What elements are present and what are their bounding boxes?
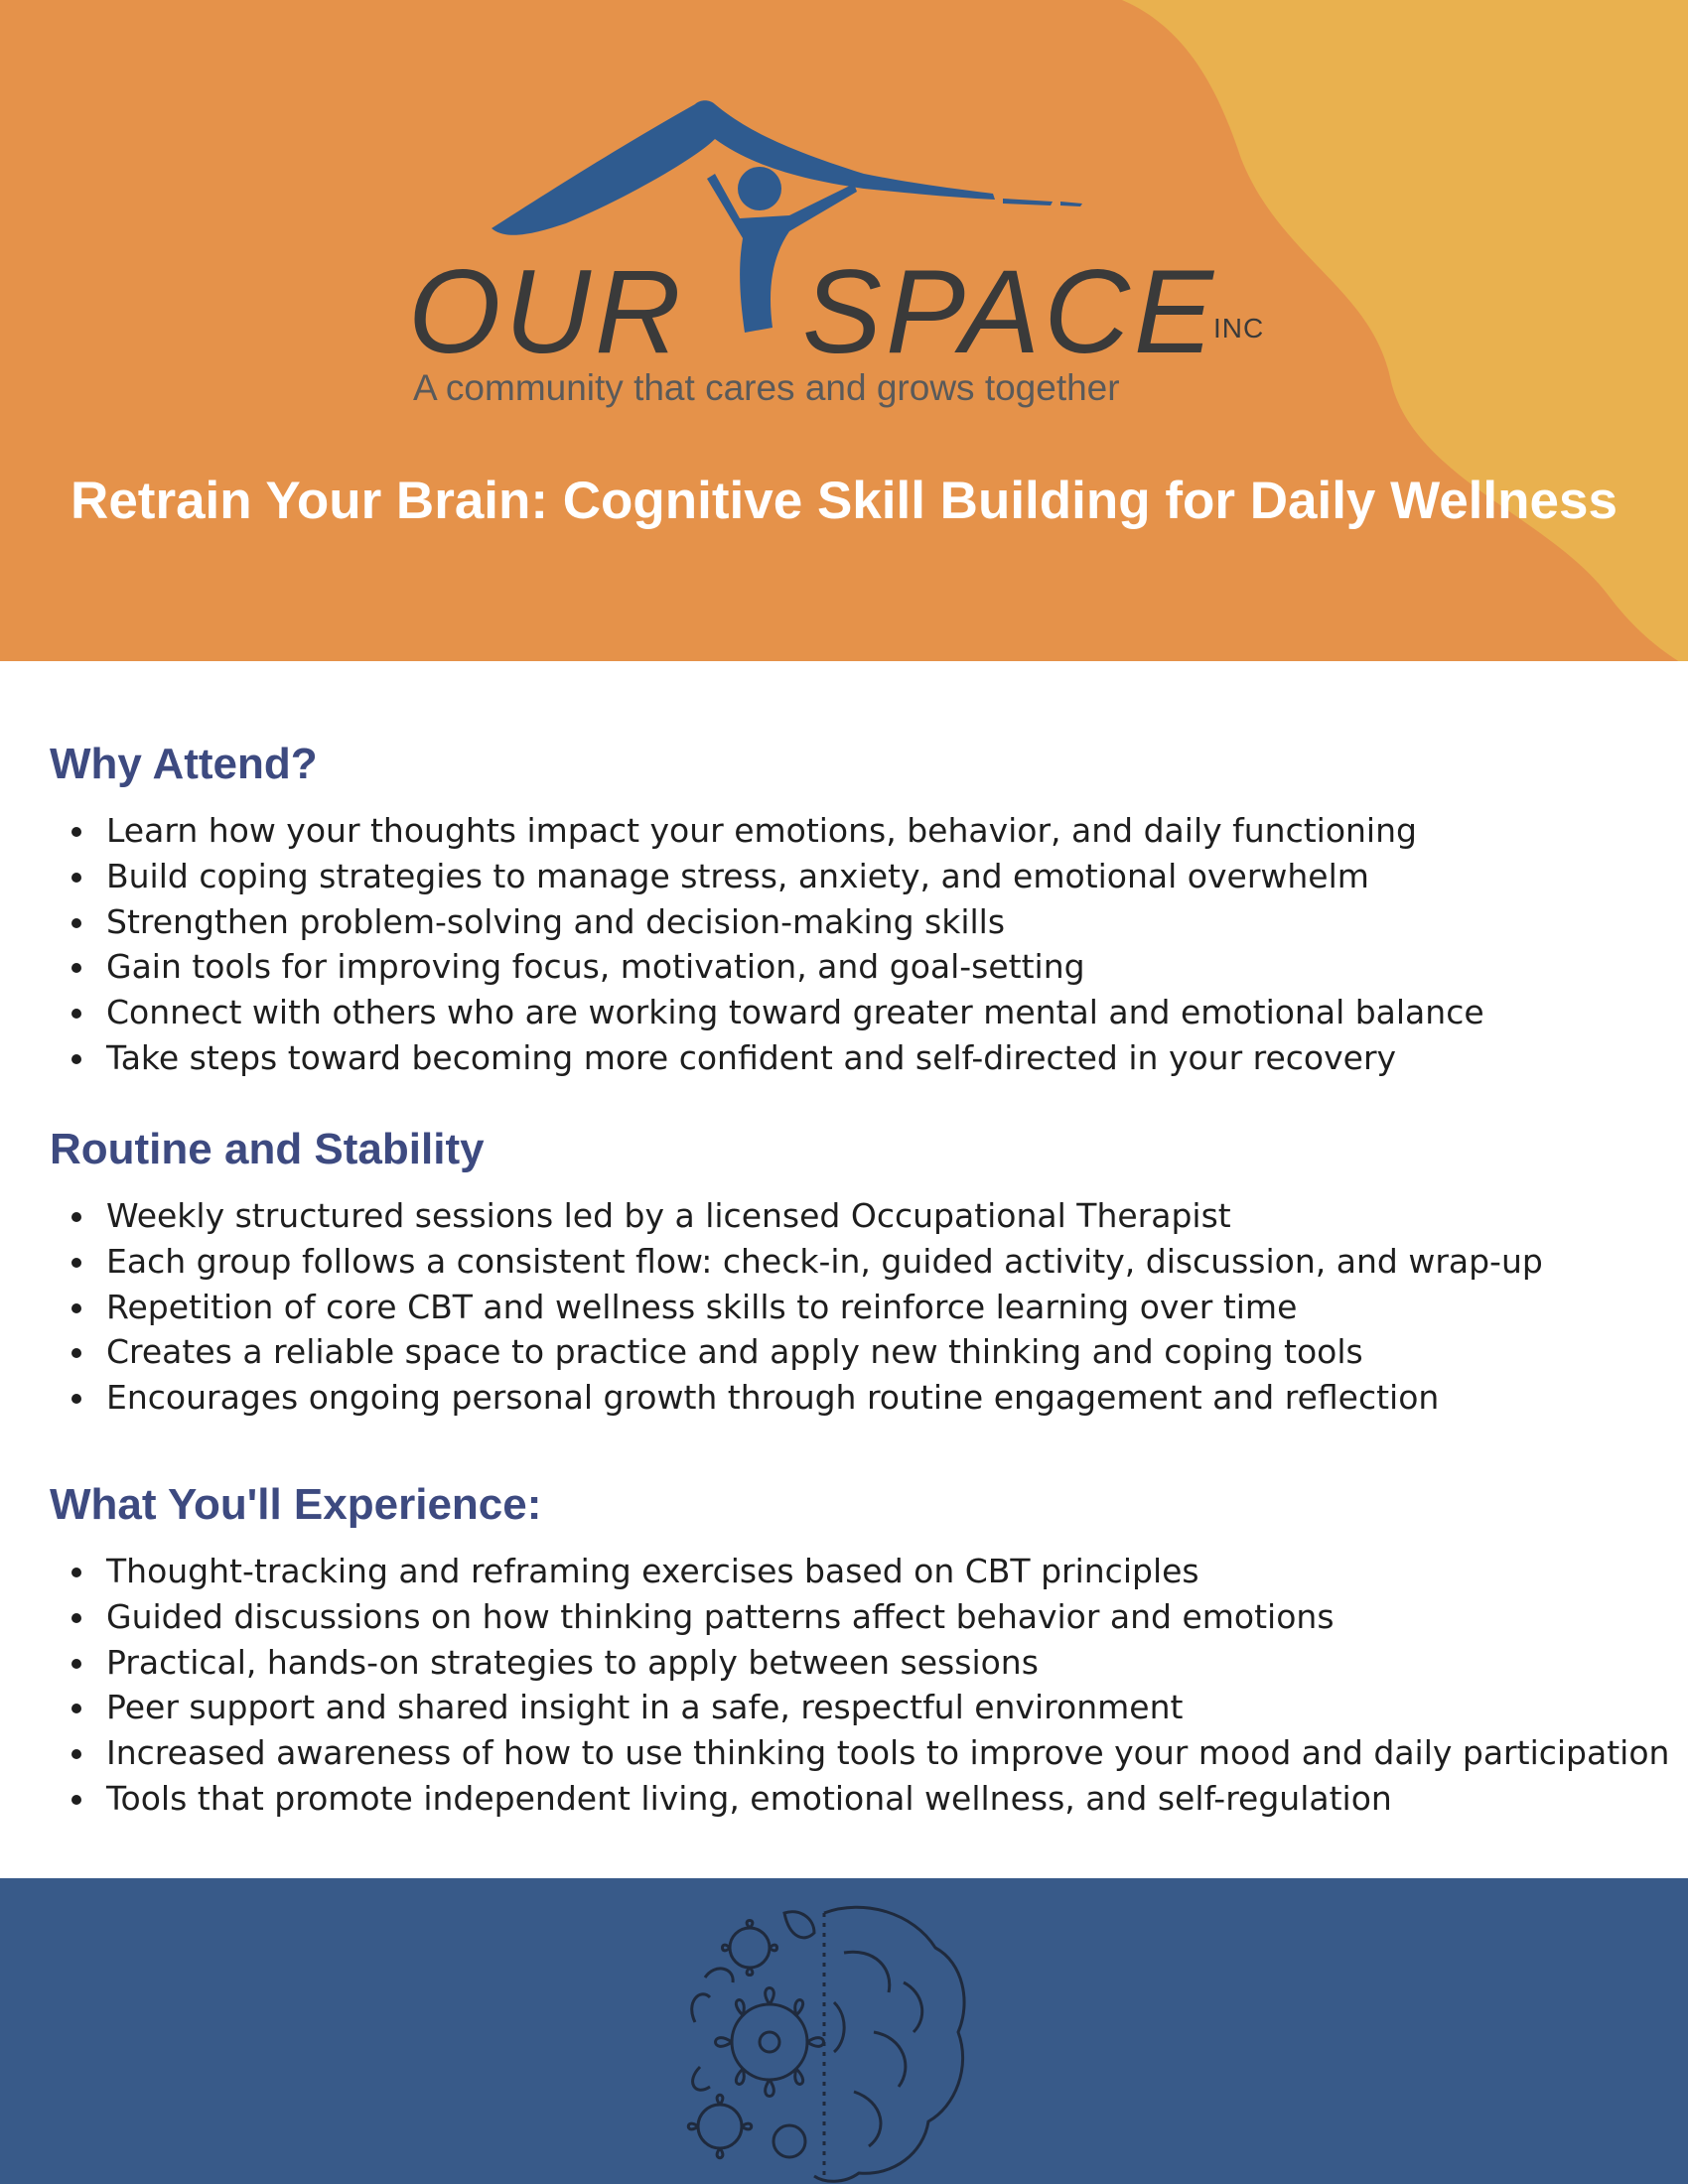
logo-suffix-inc: INC — [1213, 313, 1265, 343]
section-why-attend — [50, 735, 1638, 1081]
footer-banner — [0, 1878, 1688, 2184]
logo-tagline: A community that cares and grows together — [413, 367, 1120, 408]
list-item: Each group follows a consistent flow: check-in, guided activity, discussion, and wrap-up — [50, 1239, 1638, 1285]
list-item: Connect with others who are working toward greater mental and emotional balance — [50, 990, 1638, 1035]
floral-brain-icon — [675, 1893, 973, 2184]
list-item: Guided discussions on how thinking patterns affect behavior and emotions — [50, 1594, 1638, 1640]
list-item: Peer support and shared insight in a safe, respectful environment — [50, 1685, 1638, 1730]
list-item: Take steps toward becoming more confident and self-directed in your recovery — [50, 1035, 1638, 1081]
logo-word-space: SPACE — [802, 245, 1217, 378]
list-item: Weekly structured sessions led by a licensed Occupational Therapist — [50, 1193, 1638, 1239]
logo — [397, 94, 1291, 422]
list-item: Learn how your thoughts impact your emotions, behavior, and daily functioning — [50, 808, 1638, 854]
list-item: Creates a reliable space to practice and apply new thinking and coping tools — [50, 1329, 1638, 1375]
bullet-list — [50, 1549, 1670, 1822]
header-banner — [0, 0, 1688, 661]
bullet-list — [50, 808, 1638, 1081]
list-item: Encourages ongoing personal growth through routine engagement and reflection — [50, 1375, 1638, 1421]
list-item: Tools that promote independent living, emotional wellness, and self-regulation — [50, 1776, 1638, 1822]
section-routine-stability — [50, 1120, 1638, 1421]
section-heading: Why Attend? — [50, 740, 318, 788]
section-heading: Routine and Stability — [50, 1125, 485, 1173]
list-item: Thought-tracking and reframing exercises based on CBT principles — [50, 1549, 1638, 1594]
list-item: Increased awareness of how to use thinking tools to improve your mood and daily participation — [50, 1730, 1638, 1776]
list-item: Practical, hands-on strategies to apply between sessions — [50, 1640, 1638, 1686]
logo-word-our: OUR — [408, 245, 685, 378]
section-what-youll-experience — [50, 1475, 1670, 1822]
section-heading: What You'll Experience: — [50, 1480, 542, 1529]
bullet-list — [50, 1193, 1638, 1421]
list-item: Strengthen problem-solving and decision-making skills — [50, 899, 1638, 945]
list-item: Repetition of core CBT and wellness skills to reinforce learning over time — [50, 1285, 1638, 1330]
list-item: Build coping strategies to manage stress, anxiety, and emotional overwhelm — [50, 854, 1638, 899]
list-item: Gain tools for improving focus, motivation, and goal-setting — [50, 944, 1638, 990]
page-title: Retrain Your Brain: Cognitive Skill Building for Daily Wellness — [70, 472, 1618, 530]
